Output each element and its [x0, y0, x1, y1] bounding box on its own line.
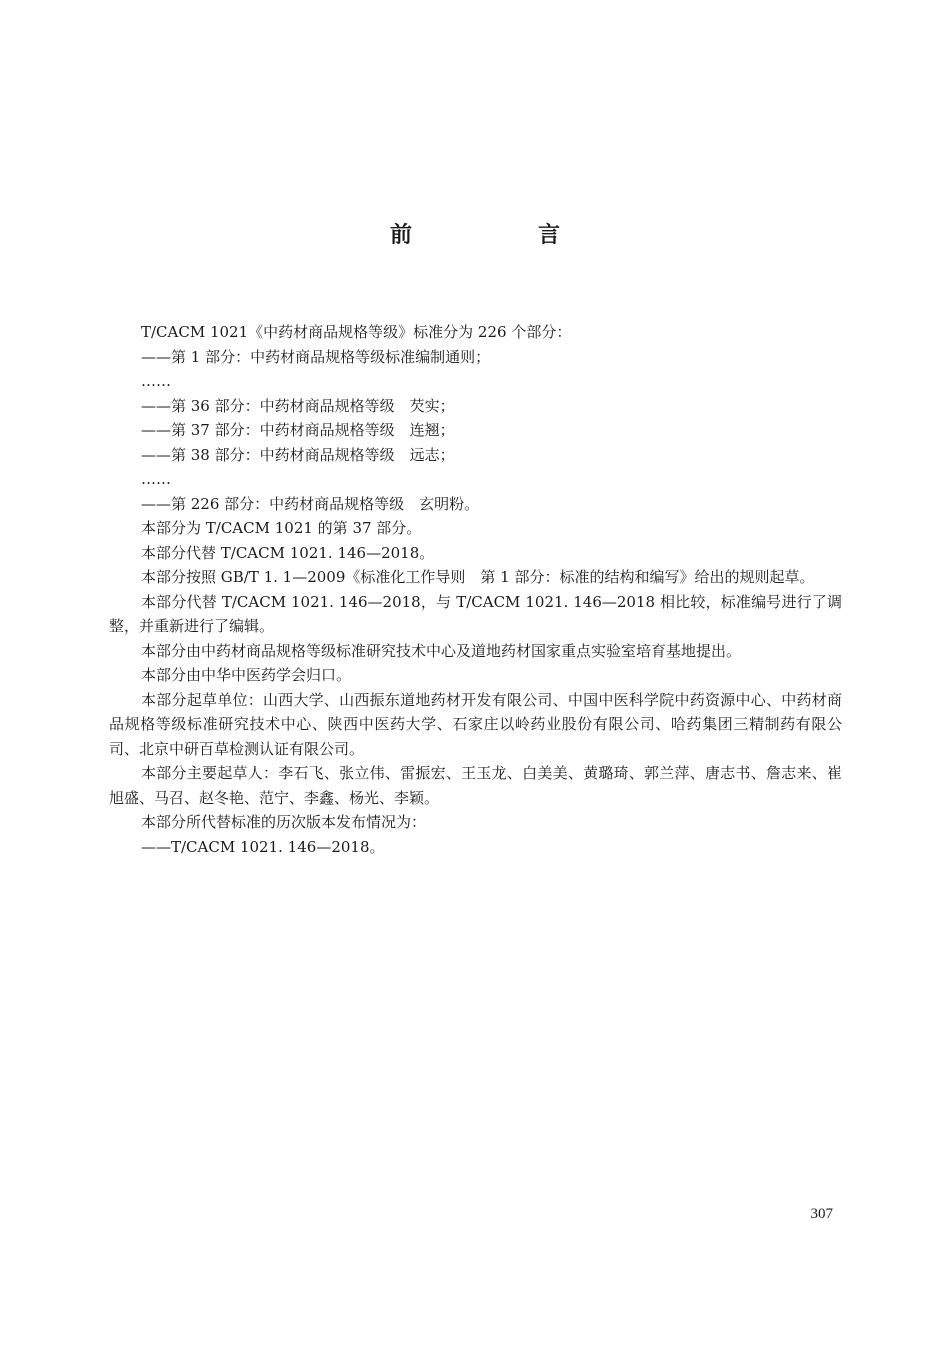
paragraph-part-number: 本部分为 T/CACM 1021 的第 37 部分。	[141, 519, 422, 537]
paragraph-proposer: 本部分由中药材商品规格等级标准研究技术中心及道地药材国家重点实验室培育基地提出。	[141, 641, 742, 660]
foreword-body	[109, 320, 842, 859]
page-number: 307	[810, 1206, 833, 1222]
list-item-part-38: ——第 38 部分：中药材商品规格等级 远志；	[141, 445, 455, 464]
paragraph-administrator: 本部分由中华中医药学会归口。	[141, 666, 352, 684]
page-title: 前 言	[389, 223, 612, 248]
paragraph-drafting-rules: 本部分按照 GB/T 1. 1—2009《标准化工作导则 第 1 部分：标准的结构和编写》给出的规则起草。	[141, 568, 815, 586]
paragraph-drafting-units: 本部分起草单位：山西大学、山西振东道地药材开发有限公司、中国中医科学院中药资源中心、中药材商品规格等级标准研究技术中心、陕西中医药大学、石家庄以岭药业股份有限公司、哈药集团三精制药有限公司、北京中研百草检测认证有限公司。	[109, 690, 842, 758]
paragraph-standard-parts: T/CACM 1021《中药材商品规格等级》标准分为 226 个部分：	[141, 323, 572, 341]
list-item-part-37: ——第 37 部分：中药材商品规格等级 连翘；	[141, 421, 455, 439]
list-item-part-36: ——第 36 部分：中药材商品规格等级 芡实；	[141, 396, 455, 415]
list-item-history: ——T/CACM 1021. 146—2018。	[141, 837, 385, 856]
list-item-part-1: ——第 1 部分：中药材商品规格等级标准编制通则；	[141, 347, 491, 366]
paragraph-replaces: 本部分代替 T/CACM 1021. 146—2018。	[141, 543, 435, 562]
paragraph-changes: 本部分代替 T/CACM 1021. 146—2018，与 T/CACM 1021. 146—2018 相比较，标准编号进行了调整，并重新进行了编辑。	[109, 592, 842, 635]
list-ellipsis: ……	[141, 372, 171, 390]
paragraph-drafters: 本部分主要起草人：李石飞、张立伟、雷振宏、王玉龙、白美美、黄璐琦、郭兰萍、唐志书、詹志来、崔旭盛、马召、赵冬艳、范宁、李鑫、杨光、李颖。	[109, 764, 842, 807]
paragraph-history-intro: 本部分所代替标准的历次版本发布情况为：	[141, 813, 427, 831]
list-item-part-226: ——第 226 部分：中药材商品规格等级 玄明粉。	[141, 494, 480, 513]
list-ellipsis: ……	[141, 470, 171, 488]
